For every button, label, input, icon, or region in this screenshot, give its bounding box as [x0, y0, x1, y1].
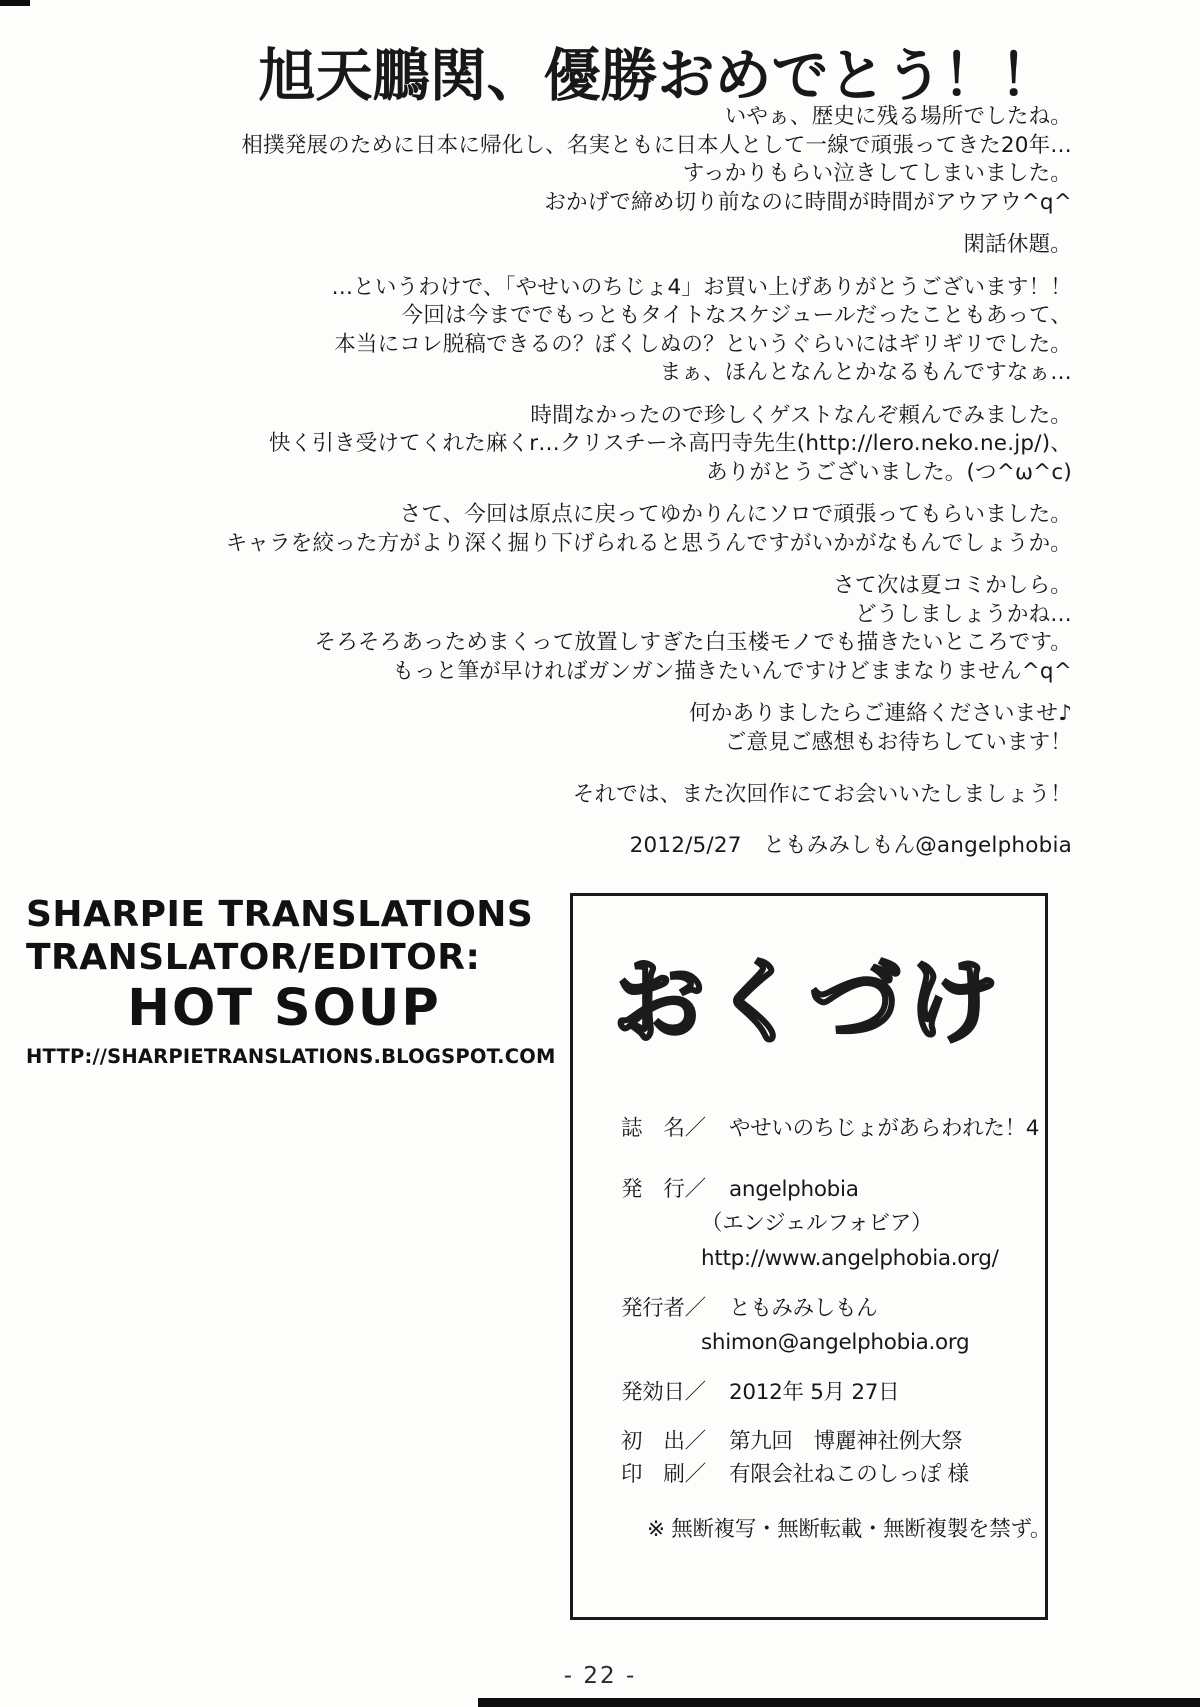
afterword-line: もっと筆が早ければガンガン描きたいんですけどままなりません^q^ [392, 658, 1072, 684]
afterword-paragraph-6 [60, 572, 1072, 686]
afterword-text [60, 103, 1072, 860]
colophon-title: おくづけ [612, 949, 1006, 1056]
translator-name: HOT SOUP [127, 979, 441, 1038]
afterword-line: おかげで締め切り前なのに時間が時間がアウアウ^q^ [544, 189, 1072, 215]
afterword-line: 快く引き受けてくれた麻くr…クリスチーネ高円寺先生(http://lero.neko.ne.jp/)、 [268, 431, 1072, 456]
colophon-value: 第九回 博麗神社例大祭 [729, 1429, 963, 1454]
colophon-label: 印 刷／ [621, 1462, 706, 1487]
colophon-row-date [621, 1376, 1045, 1409]
colophon-sub-line: （エンジェルフォビア） [701, 1211, 933, 1236]
colophon-label: 発効日／ [621, 1380, 706, 1405]
colophon-value: やせいのちじょがあらわれた！4 [729, 1116, 1040, 1141]
colophon-label: 誌 名／ [621, 1116, 706, 1141]
afterword-paragraph-8 [60, 781, 1072, 810]
page-number: - 22 - [563, 1663, 637, 1689]
translator-studio: SHARPIE TRANSLATIONS [26, 894, 534, 935]
afterword-paragraph-7 [60, 700, 1072, 757]
colophon-value: ともみみしもん [729, 1296, 878, 1321]
colophon-sub-line: http://www.angelphobia.org/ [701, 1246, 999, 1271]
colophon-label: 発 行／ [621, 1177, 706, 1202]
afterword-line: まぁ、ほんとなんとかなるもんですなぁ… [659, 360, 1072, 385]
colophon-value: 2012年 5月 27日 [729, 1380, 900, 1405]
colophon-box [570, 893, 1052, 1620]
translator-role: TRANSLATOR/EDITOR: [26, 937, 481, 978]
afterword-line: …というわけで、「やせいのちじょ4」お買い上げありがとうございます！！ [331, 274, 1072, 300]
afterword-line: どうしましょうかね… [854, 601, 1072, 627]
page-title: 旭天鵬関、優勝おめでとう！！ [258, 42, 1057, 109]
okuzuke-outline-lettering [589, 922, 1029, 1072]
afterword-signature: 2012/5/27 ともみみしもん@angelphobia [629, 832, 1072, 858]
afterword-line: 閑話休題。 [963, 232, 1072, 257]
afterword-paragraph-3 [60, 274, 1072, 388]
afterword-line: キャラを絞った方がより深く掘り下げられると思うんですがいかがなもんでしょうか。 [225, 530, 1072, 556]
afterword-line: そろそろあっためまくって放置しすぎた白玉楼モノでも描きたいところです。 [314, 630, 1072, 655]
colophon-row-printer [621, 1458, 1045, 1491]
translator-credit-block [26, 893, 556, 1068]
colophon-row-title [621, 1112, 1045, 1145]
afterword-line: さて、今回は原点に戻ってゆかりんにソロで頑張ってもらいました。 [399, 502, 1072, 527]
translator-url: HTTP://SHARPIETRANSLATIONS.BLOGSPOT.COM [26, 1045, 556, 1068]
afterword-line: ご意見ご感想もお待ちしています！ [724, 729, 1072, 755]
afterword-line: 相撲発展のために日本に帰化し、名実ともに日本人として一線で頑張ってきた20年… [241, 132, 1072, 158]
colophon-label: 初 出／ [621, 1429, 706, 1454]
scan-artifact-top [0, 0, 30, 6]
colophon-copyright-notice: ※ 無断複写・無断転載・無断複製を禁ず。 [647, 1517, 1052, 1542]
afterword-line: 今回は今まででもっともタイトなスケジュールだったこともあって、 [401, 303, 1072, 328]
afterword-line: すっかりもらい泣きしてしまいました。 [682, 161, 1072, 186]
afterword-paragraph-2 [60, 231, 1072, 260]
colophon-sub-line: shimon@angelphobia.org [701, 1330, 970, 1355]
afterword-paragraph-1 [60, 103, 1072, 217]
colophon-row-publisher [621, 1173, 1045, 1206]
afterword-line: いやぁ、歴史に残る場所でしたね。 [724, 104, 1072, 129]
scan-artifact-bottom [478, 1698, 1200, 1707]
colophon-value: angelphobia [729, 1177, 859, 1202]
colophon-rows [573, 1112, 1052, 1547]
colophon-row-debut [621, 1425, 1045, 1458]
afterword-line: 本当にコレ脱稿できるの？ぼくしぬの？というぐらいにはギリギリでした。 [334, 331, 1072, 357]
afterword-line: ありがとうございました。(つ^ω^c) [706, 459, 1072, 485]
afterword-paragraph-4 [60, 402, 1072, 488]
colophon-label: 発行者／ [621, 1296, 706, 1321]
afterword-line: さて次は夏コミかしら。 [833, 573, 1072, 598]
afterword-paragraph-5 [60, 501, 1072, 558]
colophon-title-art [573, 922, 1045, 1076]
colophon-value: 有限会社ねこのしっぽ 様 [729, 1462, 969, 1487]
afterword-line: 何かありましたらご連絡くださいませ♪ [689, 701, 1072, 726]
colophon-row-author [621, 1292, 1045, 1325]
afterword-line: 時間なかったので珍しくゲストなんぞ頼んでみました。 [530, 402, 1072, 428]
afterword-line: それでは、また次回作にてお会いいたしましょう！ [572, 782, 1072, 807]
